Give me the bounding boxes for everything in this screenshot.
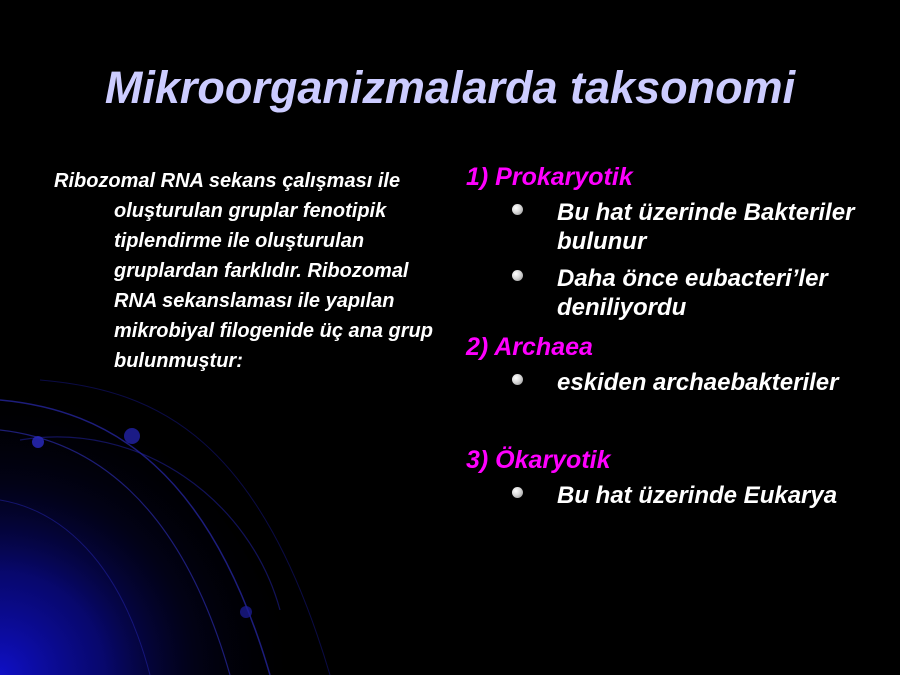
bullet-list	[466, 368, 886, 397]
group-prokaryotik	[466, 160, 886, 322]
spacer	[466, 405, 886, 443]
bullet-text: Daha önce eubacteri’ler deniliyordu	[557, 265, 828, 321]
bullet-item	[466, 198, 886, 256]
intro-paragraph: Ribozomal RNA sekans çalışması ile oluşturulan gruplar fenotipik tiplendirme ile oluşturulan gruplardan farklıdır. Ribozomal RNA sekanslaması ile yapılan mikrobiyal filogenide üç ana grup bulunmuştur:	[54, 170, 433, 372]
bullet-dot-icon	[512, 270, 523, 281]
bullet-dot-icon	[512, 374, 523, 385]
group-archaea	[466, 330, 886, 397]
bullet-text: Bu hat üzerinde Bakteriler bulunur	[557, 199, 855, 255]
bullet-dot-icon	[512, 204, 523, 215]
group-heading: 3) Ökaryotik	[466, 446, 611, 474]
bullet-list	[466, 198, 886, 322]
bullet-item	[466, 368, 886, 397]
bullet-text: Bu hat üzerinde Eukarya	[557, 482, 838, 509]
bullet-text: eskiden archaebakteriler	[557, 369, 839, 396]
group-okaryotik	[466, 443, 886, 510]
group-heading: 2) Archaea	[466, 333, 593, 361]
slide-title: Mikroorganizmalarda taksonomi	[104, 62, 796, 113]
bullet-item	[466, 481, 886, 510]
bullet-item	[466, 264, 886, 322]
groups-list	[466, 160, 886, 518]
bullet-list	[466, 481, 886, 510]
bullet-dot-icon	[512, 487, 523, 498]
group-heading: 1) Prokaryotik	[466, 163, 633, 191]
